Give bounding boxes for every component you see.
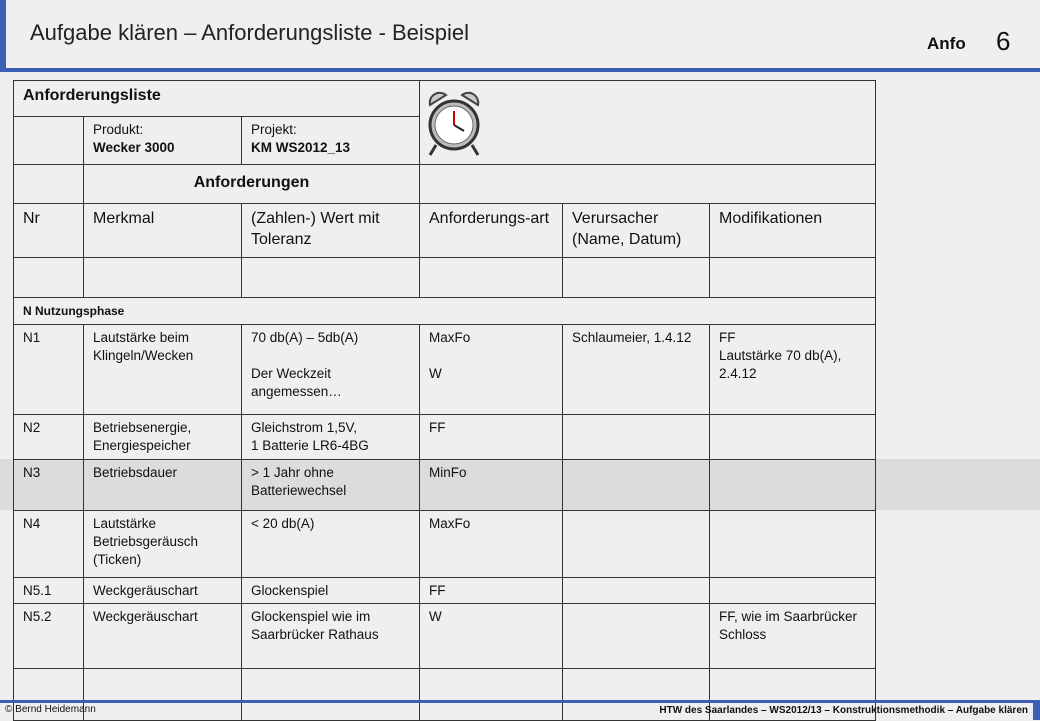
table-cell-merkmal: Lautstärke Betriebsgeräusch (Ticken) [83,510,242,578]
column-header: Verursacher (Name, Datum) [562,203,710,258]
empty-cell [419,164,876,204]
table-cell-art: FF [419,577,563,604]
table-cell-merkmal: Betriebsenergie, Energiespeicher [83,414,242,460]
section-label: Anfo [927,34,966,53]
table-cell-wert: < 20 db(A) [241,510,420,578]
footer-course: HTW des Saarlandes – WS2012/13 – Konstruktionsmethodik – Aufgabe klären [659,705,1028,716]
product-label: Produkt: [93,122,144,137]
table-cell-merkmal: Lautstärke beim Klingeln/Wecken [83,324,242,415]
column-header: (Zahlen-) Wert mit Toleranz [241,203,420,258]
footer-accent [1033,700,1040,720]
table-cell-art: MaxFo W [419,324,563,415]
requirements-heading: Anforderungen [83,164,420,204]
table-cell-wert: Gleichstrom 1,5V, 1 Batterie LR6-4BG [241,414,420,460]
table-cell-art: W [419,603,563,669]
table-cell-wert: Glockenspiel wie im Saarbrücker Rathaus [241,603,420,669]
empty-cell [83,668,242,721]
project-cell [241,116,420,165]
accent-bar [0,0,6,70]
empty-cell [13,257,84,298]
table-cell-verursacher [562,414,710,460]
empty-cell [709,257,876,298]
table-title: Anforderungsliste [13,80,420,117]
table-cell-mod: FF, wie im Saarbrücker Schloss [709,603,876,669]
column-header: Nr [13,203,84,258]
empty-cell [241,257,420,298]
table-cell-nr: N5.1 [13,577,84,604]
column-header: Anforderungs-art [419,203,563,258]
table-cell-merkmal: Weckgeräuschart [83,603,242,669]
table-cell-mod [709,459,876,511]
table-cell-nr: N5.2 [13,603,84,669]
product-cell [83,116,242,165]
empty-cell [562,257,710,298]
table-cell-nr: N2 [13,414,84,460]
table-cell-verursacher [562,577,710,604]
header-divider [0,68,1040,72]
table-cell-nr: N4 [13,510,84,578]
empty-cell [419,257,563,298]
table-cell-mod: FF Lautstärke 70 db(A), 2.4.12 [709,324,876,415]
footer-copyright: © Bernd Heidemann [5,704,96,715]
table-cell-mod [709,577,876,604]
footer-divider [0,700,1040,703]
clock-cell [419,80,876,165]
table-cell-art: MaxFo [419,510,563,578]
empty-cell [83,257,242,298]
slide-title: Aufgabe klären – Anforderungsliste - Beispiel [30,20,470,45]
table-cell-verursacher [562,459,710,511]
table-cell-verursacher: Schlaumeier, 1.4.12 [562,324,710,415]
column-header: Modifikationen [709,203,876,258]
table-cell-merkmal: Betriebsdauer [83,459,242,511]
table-cell-wert: Glockenspiel [241,577,420,604]
table-cell-mod [709,510,876,578]
phase-row: N Nutzungsphase [13,297,876,325]
table-cell-wert: 70 db(A) – 5db(A) Der Weckzeit angemessen… [241,324,420,415]
alarm-clock-icon [422,85,486,161]
table-cell-wert: > 1 Jahr ohne Batteriewechsel [241,459,420,511]
project-label: Projekt: [251,122,297,137]
empty-cell [13,164,84,204]
table-cell-verursacher [562,603,710,669]
table-cell-verursacher [562,510,710,578]
empty-cell [241,668,420,721]
table-cell-mod [709,414,876,460]
empty-cell [13,116,84,165]
empty-cell [419,668,563,721]
product-value: Wecker 3000 [93,140,175,155]
column-header: Merkmal [83,203,242,258]
table-cell-nr: N3 [13,459,84,511]
table-cell-merkmal: Weckgeräuschart [83,577,242,604]
table-cell-art: MinFo [419,459,563,511]
project-value: KM WS2012_13 [251,140,351,155]
page-number: 6 [996,26,1011,56]
table-cell-nr: N1 [13,324,84,415]
table-cell-art: FF [419,414,563,460]
